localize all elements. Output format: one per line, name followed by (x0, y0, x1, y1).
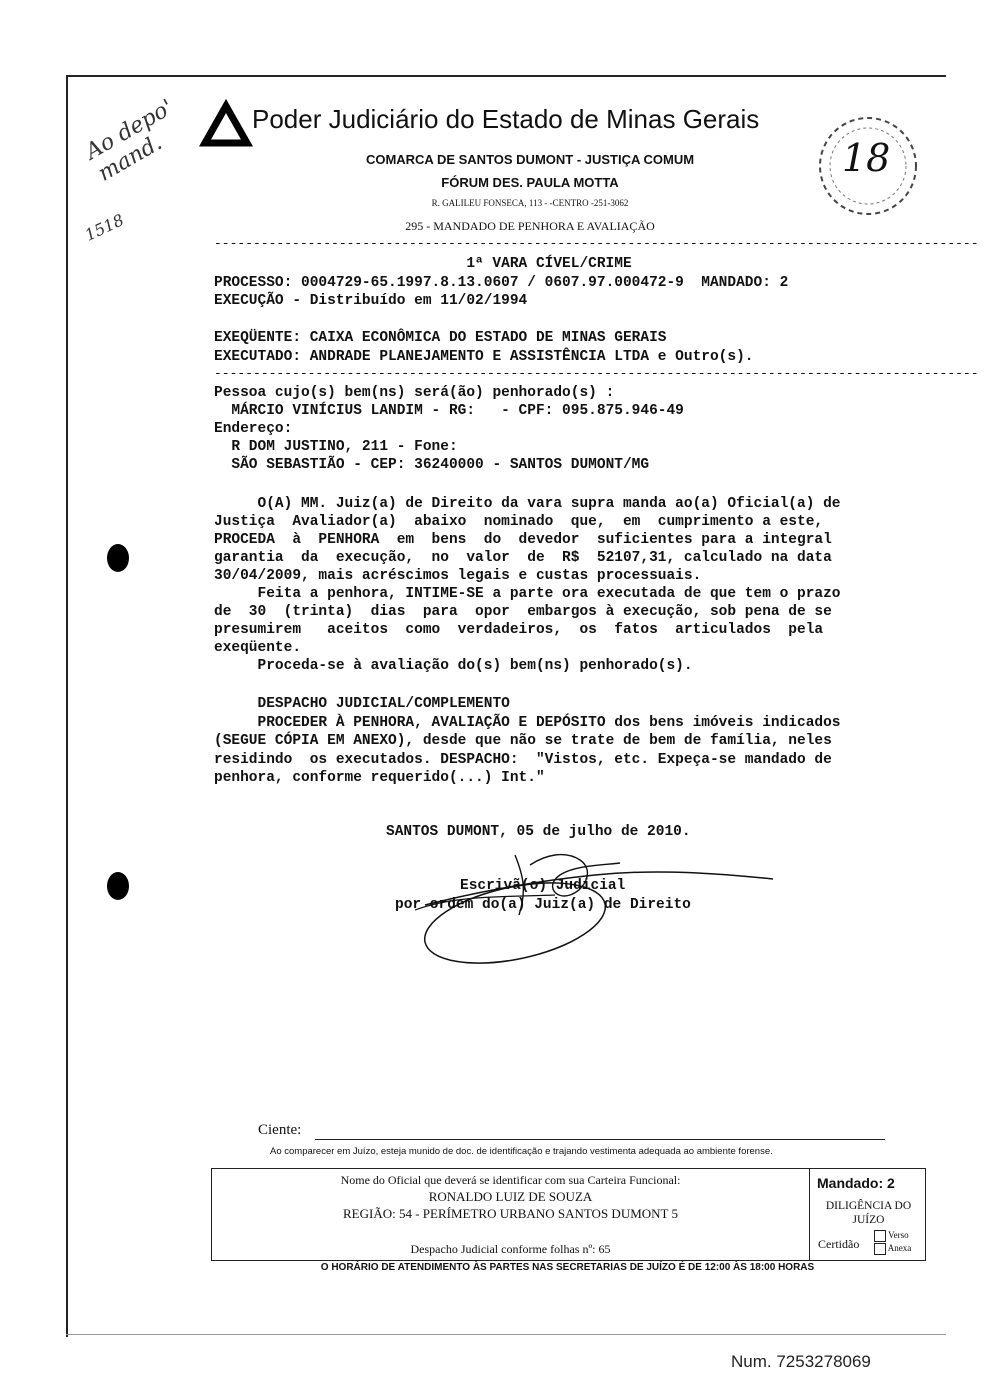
execucao-line: EXECUÇÃO - Distribuído em 11/02/1994 (214, 293, 528, 309)
body-line: garantia da execução, no valor de R$ 52107,31, calculado na data (214, 550, 832, 566)
body-line: Justiça Avaliador(a) abaixo nominado que, em cumprimento a este, (214, 514, 824, 530)
body-line: Proceda-se à avaliação do(s) bem(ns) penhorado(s). (214, 658, 693, 674)
despacho-block (214, 695, 841, 788)
mandado-number: Mandado: 2 (817, 1175, 895, 1191)
address-line: R. GALILEU FONSECA, 113 - -CENTRO -251-3062 (431, 198, 629, 208)
despacho-reference: Despacho Judicial conforme folhas nº: 65 (410, 1242, 611, 1256)
signature-authority: por ordem do(a) Juiz(a) de Direito (395, 897, 691, 913)
page-border-bottom (66, 1334, 946, 1335)
person-name: MÁRCIO VINÍCIUS LANDIM - RG: - CPF: 095.875.946-49 (214, 403, 684, 419)
forensic-notice: Ao comparecer em Juízo, esteja munido de doc. de identificação e trajando vestimenta adequada ao ambiente forense. (270, 1146, 773, 1157)
comarca-line: COMARCA DE SANTOS DUMONT - JUSTIÇA COMUM (365, 152, 695, 167)
despacho-line: DESPACHO JUDICIAL/COMPLEMENTO (214, 696, 510, 712)
officer-box-divider (809, 1169, 810, 1260)
body-line: 30/04/2009, mais acréscimos legais e custas processuais. (214, 568, 702, 584)
body-line: de 30 (trinta) dias para opor embargos à execução, sob pena de se (214, 604, 832, 620)
signature-title: Escrivã(o) Judicial (460, 878, 626, 894)
officer-box (211, 1168, 926, 1261)
body-line: PROCEDA à PENHORA em bens do devedor suficientes para a integral (214, 532, 832, 548)
person-heading: Pessoa cujo(s) bem(ns) será(ão) penhorado(s) : (214, 385, 615, 401)
despacho-line: (SEGUE CÓPIA EM ANEXO), desde que não se trate de bem de família, neles (214, 733, 832, 749)
handwritten-number: 1518 (81, 210, 127, 245)
officer-region: REGIÃO: 54 - PERÍMETRO URBANO SANTOS DUMONT 5 (342, 1206, 678, 1221)
processo-line: PROCESSO: 0004729-65.1997.8.13.0607 / 0607.97.000472-9 MANDADO: 2 (214, 275, 789, 291)
body-line: O(A) MM. Juiz(a) de Direito da vara supra manda ao(a) Oficial(a) de (214, 496, 841, 512)
officer-label: Nome do Oficial que deverá se identificar com sua Carteira Funcional: (340, 1173, 681, 1187)
exequente-line: EXEQÜENTE: CAIXA ECONÔMICA DO ESTADO DE MINAS GERAIS (214, 330, 667, 346)
city-line: SÃO SEBASTIÃO - CEP: 36240000 - SANTOS DUMONT/MG (214, 457, 650, 473)
punch-hole-bottom (107, 872, 129, 900)
ciente-signature-line (315, 1139, 885, 1140)
vara-line: 1ª VARA CÍVEL/CRIME (466, 256, 632, 272)
court-title: Poder Judiciário do Estado de Minas Gerais (252, 104, 760, 134)
separator-1: -------------------------------------------------------------------------------------------------- (214, 236, 979, 251)
judiciary-logo-icon (202, 103, 250, 147)
despacho-line: PROCEDER À PENHORA, AVALIAÇÃO E DEPÓSITO dos bens imóveis indicados (214, 714, 841, 731)
certidao-options (874, 1229, 911, 1255)
anexa-label: Anexa (887, 1243, 912, 1253)
executado-line: EXECUTADO: ANDRADE PLANEJAMENTO E ASSISTÊNCIA LTDA e Outro(s). (214, 349, 754, 365)
anexa-checkbox[interactable] (874, 1243, 886, 1255)
stamp-handwritten-number: 18 (842, 136, 891, 180)
verso-checkbox[interactable] (874, 1230, 886, 1242)
ciente-label: Ciente: (258, 1122, 302, 1138)
handwritten-note: Ao depo' mand. (81, 95, 178, 187)
address-label: Endereço: (214, 421, 293, 437)
body-line: presumirem aceitos como verdadeiros, os fatos articulados pela (214, 622, 824, 638)
forum-line: FÓRUM DES. PAULA MOTTA (441, 175, 619, 190)
page-border-top (66, 75, 946, 77)
mandate-body (214, 495, 841, 675)
despacho-line: residindo os executados. DESPACHO: "Vistos, etc. Expeça-se mandado de (214, 751, 832, 768)
certidao-label: Certidão (818, 1237, 860, 1251)
diligencia-label: DILIGÊNCIA DO JUÍZO (825, 1200, 912, 1226)
separator-2: -------------------------------------------------------------------------------------------------- (214, 366, 979, 381)
page-number: Num. 7253278069 (731, 1352, 871, 1371)
signature-scribble-icon (395, 835, 795, 965)
place-date: SANTOS DUMONT, 05 de julho de 2010. (386, 824, 691, 840)
despacho-line: penhora, conforme requerido(...) Int." (214, 770, 545, 786)
body-line: exeqüente. (214, 640, 302, 656)
body-line: Feita a penhora, INTIME-SE a parte ora executada de que tem o prazo (214, 586, 841, 602)
punch-hole-top (107, 544, 129, 572)
page-border-left (66, 75, 68, 1337)
office-hours: O HORÁRIO DE ATENDIMENTO ÀS PARTES NAS SECRETARIAS DE JUÍZO É DE 12:00 ÀS 18:00 HORAS (320, 1262, 815, 1273)
verso-label: Verso (888, 1230, 909, 1240)
street-line: R DOM JUSTINO, 211 - Fone: (214, 439, 458, 455)
officer-name: RONALDO LUIZ DE SOUZA (428, 1189, 593, 1204)
document-type: 295 - MANDADO DE PENHORA E AVALIAÇÃO (405, 219, 655, 233)
